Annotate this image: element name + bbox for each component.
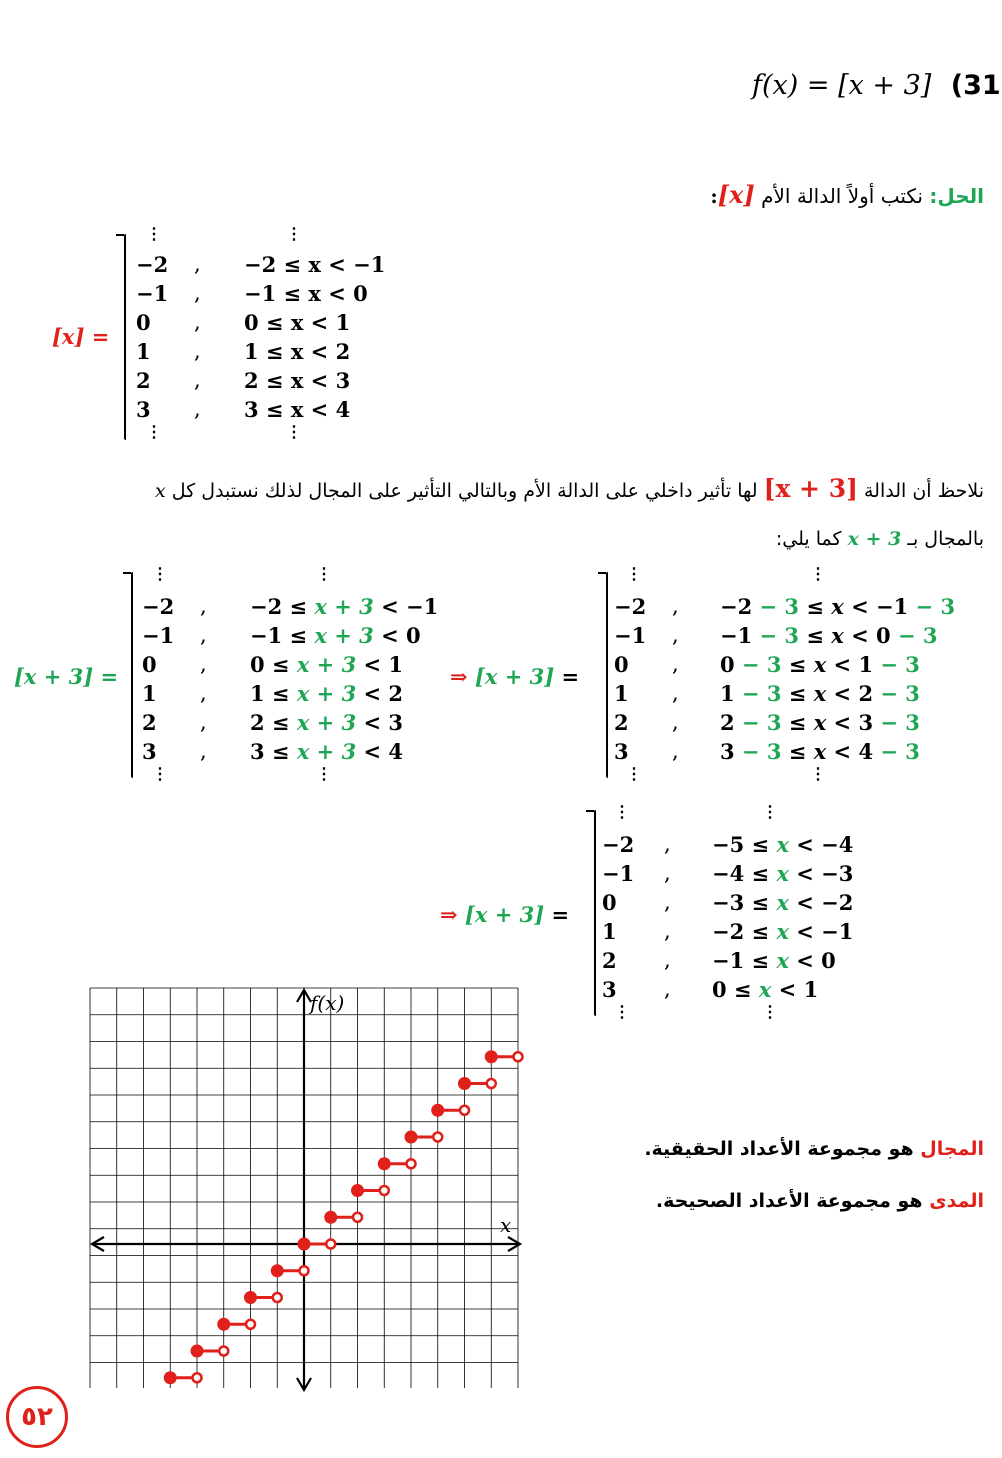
open-endpoint bbox=[326, 1240, 335, 1249]
piecewise-row bbox=[450, 681, 990, 710]
piecewise-condition bbox=[720, 652, 920, 677]
green-expression: x bbox=[776, 948, 789, 973]
piecewise-condition bbox=[712, 832, 853, 857]
piecewise-condition bbox=[250, 739, 403, 764]
piecewise-row bbox=[0, 739, 450, 768]
open-endpoint bbox=[460, 1106, 469, 1115]
var-x: x bbox=[813, 652, 827, 677]
domain-label: المجال bbox=[920, 1138, 984, 1160]
var-x: x bbox=[813, 739, 827, 764]
open-endpoint bbox=[273, 1293, 282, 1302]
piecewise-value: 0 bbox=[614, 652, 629, 677]
implies-arrow: ⇒ bbox=[450, 664, 475, 689]
green-expression: x bbox=[776, 861, 789, 886]
vdots: ⋮ bbox=[626, 564, 642, 583]
closed-endpoint bbox=[245, 1292, 256, 1303]
step-function-graph bbox=[80, 978, 530, 1398]
shift-term: − 3 bbox=[873, 652, 920, 677]
domain-text: هو مجموعة الأعداد الحقيقية. bbox=[644, 1138, 914, 1160]
explanation-text: نلاحظ أن الدالة bbox=[863, 480, 984, 502]
lt: < bbox=[843, 623, 877, 648]
comma: , bbox=[200, 739, 207, 763]
piecewise-value: −1 bbox=[142, 623, 175, 648]
closed-endpoint bbox=[459, 1078, 470, 1089]
comma: , bbox=[664, 977, 671, 1001]
piecewise-row bbox=[450, 594, 990, 623]
condition-right: < −2 bbox=[788, 890, 854, 915]
domain-statement bbox=[644, 1138, 984, 1160]
solution-text: نكتب أولاً الدالة الأم bbox=[761, 184, 923, 208]
condition-right: < 4 bbox=[356, 739, 404, 764]
bound-b: −1 bbox=[876, 594, 909, 619]
closed-endpoint bbox=[352, 1185, 363, 1196]
vdots: ⋮ bbox=[152, 764, 168, 783]
piecewise-row bbox=[440, 861, 900, 890]
piecewise-row bbox=[450, 739, 990, 768]
closed-endpoint bbox=[325, 1212, 336, 1223]
shift-term: − 3 bbox=[890, 623, 938, 648]
shifted-piecewise bbox=[450, 566, 990, 786]
condition-left: −3 ≤ bbox=[712, 890, 777, 915]
open-endpoint bbox=[219, 1347, 228, 1356]
piecewise-condition bbox=[712, 948, 836, 973]
solution-label: الحل: bbox=[929, 184, 984, 208]
condition-right: < 0 bbox=[373, 623, 421, 648]
piecewise-condition: −2 ≤ x < −1 bbox=[244, 252, 386, 277]
vdots: ⋮ bbox=[762, 1002, 778, 1021]
shift-term: − 3 bbox=[734, 652, 782, 677]
shift-term: − 3 bbox=[734, 710, 782, 735]
final-lhs-text: [x + 3] bbox=[464, 902, 545, 927]
condition-left: 2 ≤ bbox=[250, 710, 297, 735]
piecewise-condition bbox=[250, 623, 421, 648]
condition-right: < 0 bbox=[788, 948, 836, 973]
piecewise-row bbox=[0, 397, 420, 426]
piecewise-condition bbox=[712, 977, 818, 1002]
explanation-var: x bbox=[155, 480, 166, 502]
shift-term: − 3 bbox=[752, 623, 800, 648]
open-endpoint bbox=[380, 1186, 389, 1195]
solution-intro bbox=[710, 180, 984, 209]
comma: , bbox=[200, 623, 207, 647]
open-endpoint bbox=[407, 1159, 416, 1168]
green-expression: x bbox=[758, 977, 772, 1002]
condition-left: −5 ≤ bbox=[712, 832, 777, 857]
comma: , bbox=[194, 310, 201, 334]
shift-term: − 3 bbox=[734, 681, 782, 706]
condition-left: −1 ≤ bbox=[712, 948, 777, 973]
piecewise-condition bbox=[250, 652, 403, 677]
piecewise-row bbox=[450, 710, 990, 739]
piecewise-condition bbox=[720, 681, 920, 706]
explanation-text: كما يلي: bbox=[775, 528, 842, 550]
vdots: ⋮ bbox=[626, 764, 642, 783]
bound-a: −2 bbox=[720, 594, 753, 619]
comma: , bbox=[664, 948, 671, 972]
open-endpoint bbox=[514, 1052, 523, 1061]
condition-right: < 1 bbox=[356, 652, 404, 677]
open-endpoint bbox=[487, 1079, 496, 1088]
piecewise-value: 3 bbox=[614, 739, 629, 764]
piecewise-value: 1 bbox=[614, 681, 629, 706]
piecewise-condition: 1 ≤ x < 2 bbox=[244, 339, 351, 364]
comma: , bbox=[194, 281, 201, 305]
comma: , bbox=[672, 652, 679, 676]
condition-left: 0 ≤ bbox=[250, 652, 297, 677]
explanation-text: لها تأثير داخلي على الدالة الأم وبالتالي التأثير على المجال لذلك نستبدل كل bbox=[171, 480, 758, 502]
piecewise-value: −1 bbox=[136, 281, 169, 306]
piecewise-condition bbox=[720, 739, 920, 764]
vdots: ⋮ bbox=[762, 802, 778, 821]
closed-endpoint bbox=[218, 1319, 229, 1330]
explanation-text: بالمجال بـ bbox=[907, 528, 984, 550]
comma: , bbox=[200, 710, 207, 734]
vdots: ⋮ bbox=[146, 422, 162, 441]
leq: ≤ bbox=[781, 739, 814, 764]
vdots: ⋮ bbox=[810, 764, 826, 783]
shift-term: − 3 bbox=[873, 681, 920, 706]
shift-term: − 3 bbox=[873, 739, 920, 764]
piecewise-condition bbox=[712, 890, 853, 915]
piecewise-value: 0 bbox=[142, 652, 157, 677]
green-expression: x bbox=[776, 890, 789, 915]
implies-arrow: ⇒ bbox=[440, 902, 465, 927]
final-lhs: ⇒ [x + 3] = bbox=[440, 902, 570, 927]
open-endpoint bbox=[246, 1320, 255, 1329]
piecewise-row bbox=[0, 652, 450, 681]
piecewise-value: −2 bbox=[142, 594, 175, 619]
closed-endpoint bbox=[192, 1346, 203, 1357]
piecewise-value: 2 bbox=[142, 710, 157, 735]
parent-function-ref: [x] bbox=[717, 180, 755, 209]
lt: < bbox=[843, 594, 877, 619]
green-expression: x + 3 bbox=[296, 710, 357, 735]
piecewise-condition bbox=[250, 594, 438, 619]
piecewise-row bbox=[440, 919, 900, 948]
problem-header bbox=[752, 70, 1001, 101]
leq: ≤ bbox=[781, 681, 814, 706]
lt: < bbox=[826, 652, 859, 677]
condition-left: −2 ≤ bbox=[250, 594, 315, 619]
green-expression: x + 3 bbox=[314, 623, 374, 648]
shift-term: − 3 bbox=[908, 594, 956, 619]
explanation-expr: x + 3 bbox=[847, 528, 902, 550]
comma: , bbox=[200, 594, 207, 618]
green-expression: x bbox=[776, 919, 789, 944]
explanation-line1 bbox=[155, 474, 984, 503]
piecewise-value: 1 bbox=[602, 919, 617, 944]
piecewise-row bbox=[0, 310, 420, 339]
comma: , bbox=[194, 339, 201, 363]
vdots: ⋮ bbox=[614, 802, 630, 821]
condition-left: 1 ≤ bbox=[250, 681, 297, 706]
piecewise-value: −2 bbox=[136, 252, 169, 277]
piecewise-condition bbox=[720, 710, 920, 735]
condition-right: < −1 bbox=[788, 919, 854, 944]
piecewise-row bbox=[0, 252, 420, 281]
range-statement bbox=[656, 1190, 984, 1212]
solution-colon: : bbox=[710, 184, 718, 208]
piecewise-row bbox=[0, 281, 420, 310]
shift-term: − 3 bbox=[752, 594, 800, 619]
piecewise-condition: 3 ≤ x < 4 bbox=[244, 397, 351, 422]
piecewise-row bbox=[0, 681, 450, 710]
substitution-piecewise bbox=[0, 566, 450, 786]
range-text: هو مجموعة الأعداد الصحيحة. bbox=[655, 1190, 923, 1212]
condition-left: −1 ≤ bbox=[250, 623, 315, 648]
problem-number: (31 bbox=[950, 70, 1001, 101]
piecewise-value: 2 bbox=[136, 368, 151, 393]
var-x: x bbox=[831, 623, 844, 648]
bound-a: 2 bbox=[720, 710, 735, 735]
green-expression: x + 3 bbox=[296, 739, 357, 764]
comma: , bbox=[664, 919, 671, 943]
condition-right: < −3 bbox=[788, 861, 854, 886]
green-expression: x + 3 bbox=[314, 594, 374, 619]
open-endpoint bbox=[353, 1213, 362, 1222]
parent-lhs: [x] = bbox=[52, 324, 110, 349]
green-expression: x + 3 bbox=[296, 681, 357, 706]
open-endpoint bbox=[193, 1373, 202, 1382]
bound-b: 2 bbox=[858, 681, 874, 706]
vdots: ⋮ bbox=[810, 564, 826, 583]
parent-function-piecewise bbox=[0, 224, 420, 448]
closed-endpoint bbox=[299, 1239, 310, 1250]
closed-endpoint bbox=[379, 1158, 390, 1169]
closed-endpoint bbox=[432, 1105, 443, 1116]
comma: , bbox=[664, 890, 671, 914]
piecewise-condition bbox=[250, 681, 403, 706]
var-x: x bbox=[831, 594, 844, 619]
leq: ≤ bbox=[799, 594, 832, 619]
condition-left: −4 ≤ bbox=[712, 861, 777, 886]
explanation-function bbox=[764, 474, 858, 503]
piecewise-value: 2 bbox=[602, 948, 617, 973]
piecewise-value: −1 bbox=[614, 623, 647, 648]
piecewise-value: −1 bbox=[602, 861, 635, 886]
explanation-function-text: [x + 3] bbox=[763, 474, 858, 503]
piecewise-row bbox=[0, 594, 450, 623]
comma: , bbox=[672, 681, 679, 705]
comma: , bbox=[672, 623, 679, 647]
condition-left: 3 ≤ bbox=[250, 739, 297, 764]
piecewise-condition bbox=[250, 710, 403, 735]
bound-b: 0 bbox=[876, 623, 891, 648]
shift-term: − 3 bbox=[873, 710, 920, 735]
piecewise-value: 3 bbox=[142, 739, 157, 764]
condition-right: < 3 bbox=[356, 710, 404, 735]
closed-endpoint bbox=[486, 1051, 497, 1062]
piecewise-row bbox=[0, 623, 450, 652]
lt: < bbox=[826, 710, 859, 735]
open-endpoint bbox=[300, 1266, 309, 1275]
problem-expression: f(x) = [x + 3] bbox=[752, 70, 932, 101]
condition-right: < 1 bbox=[771, 977, 819, 1002]
graph-axes bbox=[92, 990, 520, 1390]
bound-a: −1 bbox=[720, 623, 753, 648]
condition-right: < −1 bbox=[373, 594, 439, 619]
bound-b: 3 bbox=[858, 710, 874, 735]
vdots: ⋮ bbox=[316, 764, 332, 783]
comma: , bbox=[672, 739, 679, 763]
comma: , bbox=[194, 397, 201, 421]
leq: ≤ bbox=[781, 652, 814, 677]
comma: , bbox=[664, 832, 671, 856]
vdots: ⋮ bbox=[614, 1002, 630, 1021]
lt: < bbox=[826, 739, 859, 764]
bound-b: 1 bbox=[858, 652, 874, 677]
closed-endpoint bbox=[272, 1265, 283, 1276]
shifted-lhs: ⇒ [x + 3] = bbox=[450, 664, 580, 689]
condition-right: < −4 bbox=[788, 832, 854, 857]
piecewise-value: 2 bbox=[614, 710, 629, 735]
piecewise-condition bbox=[720, 594, 955, 619]
closed-endpoint bbox=[165, 1372, 176, 1383]
bound-b: 4 bbox=[858, 739, 874, 764]
comma: , bbox=[194, 368, 201, 392]
shifted-lhs-text: [x + 3] bbox=[474, 664, 555, 689]
piecewise-value: 3 bbox=[602, 977, 617, 1002]
piecewise-row bbox=[0, 368, 420, 397]
var-x: x bbox=[813, 710, 827, 735]
y-axis-label: f(x) bbox=[310, 991, 345, 1015]
bound-a: 3 bbox=[720, 739, 735, 764]
var-x: x bbox=[813, 681, 827, 706]
lt: < bbox=[826, 681, 859, 706]
piecewise-row bbox=[0, 339, 420, 368]
piecewise-row bbox=[450, 652, 990, 681]
piecewise-value: −2 bbox=[614, 594, 647, 619]
vdots: ⋮ bbox=[316, 564, 332, 583]
comma: , bbox=[200, 681, 207, 705]
open-endpoint bbox=[433, 1133, 442, 1142]
piecewise-condition bbox=[712, 919, 853, 944]
piecewise-condition bbox=[712, 861, 853, 886]
piecewise-row bbox=[440, 948, 900, 977]
comma: , bbox=[664, 861, 671, 885]
piecewise-row bbox=[0, 710, 450, 739]
piecewise-condition: −1 ≤ x < 0 bbox=[244, 281, 368, 306]
range-label: المدى bbox=[929, 1190, 984, 1212]
piecewise-row bbox=[450, 623, 990, 652]
substitution-lhs: [x + 3] = bbox=[14, 664, 119, 689]
condition-left: −2 ≤ bbox=[712, 919, 777, 944]
bound-a: 0 bbox=[720, 652, 735, 677]
shift-term: − 3 bbox=[734, 739, 782, 764]
piecewise-row bbox=[440, 890, 900, 919]
piecewise-condition bbox=[720, 623, 938, 648]
leq: ≤ bbox=[799, 623, 832, 648]
comma: , bbox=[200, 652, 207, 676]
vdots: ⋮ bbox=[286, 224, 302, 243]
x-axis-label: x bbox=[500, 1213, 512, 1237]
green-expression: x + 3 bbox=[296, 652, 357, 677]
piecewise-row bbox=[440, 832, 900, 861]
piecewise-value: 1 bbox=[136, 339, 151, 364]
piecewise-condition: 2 ≤ x < 3 bbox=[244, 368, 351, 393]
comma: , bbox=[672, 710, 679, 734]
explanation-line2 bbox=[776, 528, 984, 550]
comma: , bbox=[194, 252, 201, 276]
leq: ≤ bbox=[781, 710, 814, 735]
vdots: ⋮ bbox=[152, 564, 168, 583]
bound-a: 1 bbox=[720, 681, 735, 706]
piecewise-value: 0 bbox=[136, 310, 151, 335]
page-number-badge: ٥٢ bbox=[6, 1386, 68, 1448]
piecewise-value: 3 bbox=[136, 397, 151, 422]
condition-right: < 2 bbox=[356, 681, 404, 706]
vdots: ⋮ bbox=[286, 422, 302, 441]
piecewise-condition: 0 ≤ x < 1 bbox=[244, 310, 351, 335]
closed-endpoint bbox=[406, 1132, 417, 1143]
piecewise-value: −2 bbox=[602, 832, 635, 857]
piecewise-value: 1 bbox=[142, 681, 157, 706]
piecewise-value: 0 bbox=[602, 890, 617, 915]
condition-left: 0 ≤ bbox=[712, 977, 759, 1002]
vdots: ⋮ bbox=[146, 224, 162, 243]
comma: , bbox=[672, 594, 679, 618]
green-expression: x bbox=[776, 832, 789, 857]
